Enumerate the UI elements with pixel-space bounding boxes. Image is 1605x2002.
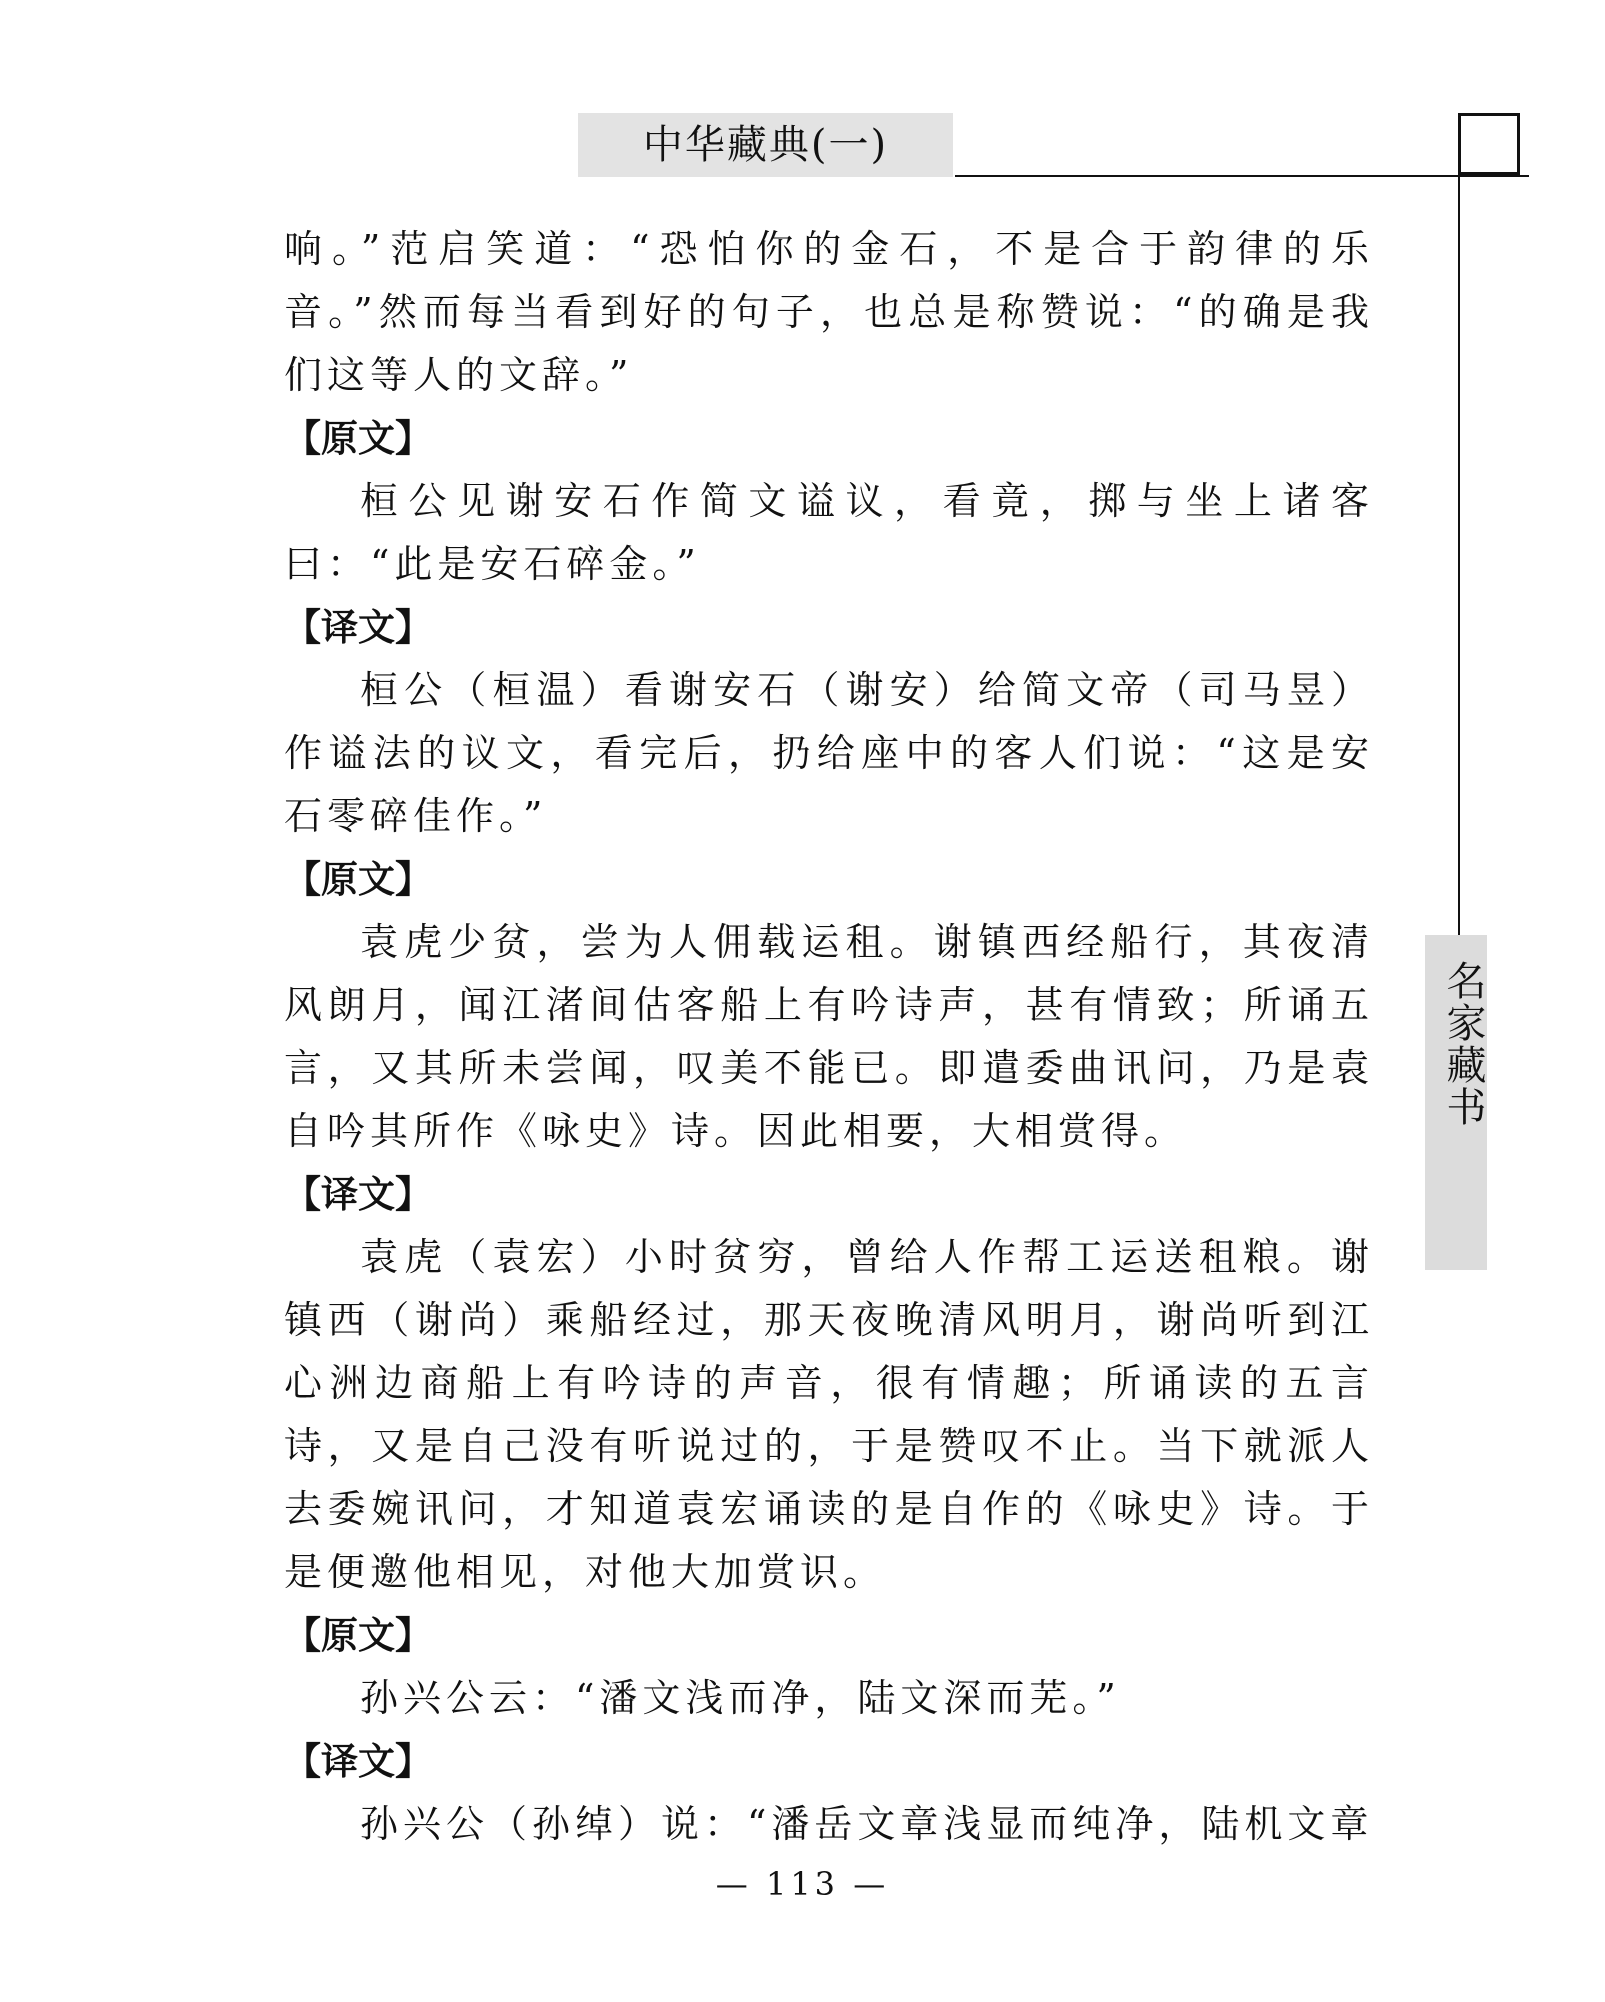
paragraph: 响。”范启笑道：“恐怕你的金石，不是合于韵律的乐音。”然而每当看到好的句子，也总是称赞说：“的确是我们这等人的文辞。” [284, 227, 1374, 397]
section-heading-original: 【原文】 [284, 1614, 432, 1657]
page-number: — 113 — [715, 1865, 890, 1903]
paragraph: 孙兴公（孙绰）说：“潘岳文章浅显而纯净，陆机文章 [360, 1802, 1374, 1846]
section-heading-original: 【原文】 [284, 417, 432, 460]
paragraph: 孙兴公云：“潘文浅而净，陆文深而芜。” [360, 1676, 1121, 1720]
section-heading-translation: 【译文】 [284, 1173, 432, 1216]
section-heading-translation: 【译文】 [284, 606, 432, 649]
paragraph: 桓公（桓温）看谢安石（谢安）给简文帝（司马昱）作谥法的议文，看完后，扔给座中的客人们说：“这是安石零碎佳作。” [284, 668, 1374, 838]
page-body [284, 218, 1374, 1856]
side-rule [1458, 113, 1460, 935]
header-rule [955, 175, 1529, 177]
book-title: 中华藏典(一) [642, 122, 889, 168]
side-tab-label: 名家藏书 [1440, 960, 1486, 1128]
section-heading-translation: 【译文】 [284, 1740, 432, 1783]
paragraph: 袁虎少贫，尝为人佣载运租。谢镇西经船行，其夜清风朗月，闻江渚间估客船上有吟诗声，甚有情致；所诵五言，又其所未尝闻，叹美不能已。即遣委曲讯问，乃是袁自吟其所作《咏史》诗。因此相要，大相赏得。 [284, 920, 1374, 1153]
paragraph: 袁虎（袁宏）小时贫穷，曾给人作帮工运送租粮。谢镇西（谢尚）乘船经过，那天夜晚清风明月，谢尚听到江心洲边商船上有吟诗的声音，很有情趣；所诵读的五言诗，又是自己没有听说过的，于是赞叹不止。当下就派人去委婉讯问，才知道袁宏诵读的是自作的《咏史》诗。于是便邀他相见，对他大加赏识。 [284, 1235, 1374, 1594]
section-heading-original: 【原文】 [284, 858, 432, 901]
corner-box [1458, 113, 1520, 175]
paragraph: 桓公见谢安石作简文谥议，看竟，掷与坐上诸客曰：“此是安石碎金。” [284, 479, 1374, 586]
